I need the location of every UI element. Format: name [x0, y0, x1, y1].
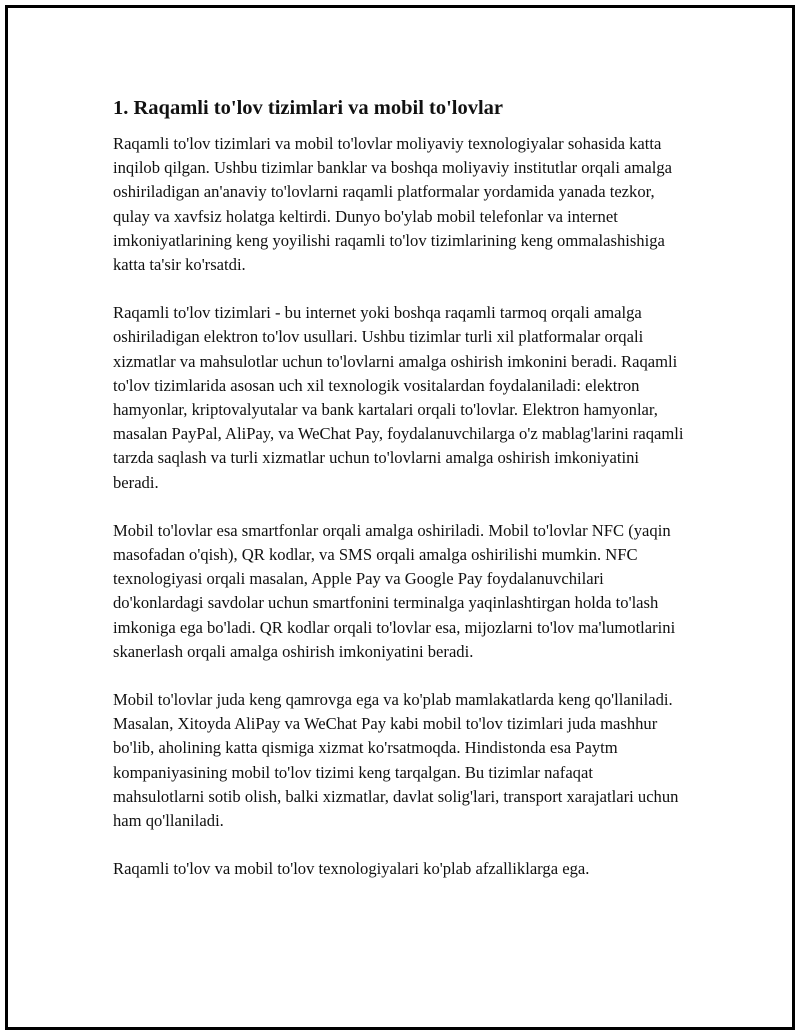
document-body: [113, 94, 688, 881]
paragraph-5: Raqamli to'lov va mobil to'lov texnologiyalari ko'plab afzalliklarga ega.: [113, 859, 590, 879]
paragraph-4: Mobil to'lovlar juda keng qamrovga ega va ko'plab mamlakatlarda keng qo'llaniladi. Masalan, Xitoyda AliPay va WeChat Pay kabi mobil to'lov tizimlari juda mashhur bo'lib, aholining katta qismiga xizmat ko'rsatmoqda. Hindistonda esa Paytm kompaniyasining mobil to'lov tizimi keng tarqalgan. Bu tizimlar nafaqat mahsulotlarni sotib olish, balki xizmatlar, davlat solig'lari, transport xarajatlari uchun ham qo'llaniladi.: [113, 690, 679, 831]
paragraph-3: Mobil to'lovlar esa smartfonlar orqali amalga oshiriladi. Mobil to'lovlar NFC (yaqin masofadan o'qish), QR kodlar, va SMS orqali amalga oshirilishi mumkin. NFC texnologiyasi orqali masalan, Apple Pay va Google Pay foydalanuvchilari do'konlardagi savdolar uchun smartfonini terminalga yaqinlashtirgan holda to'lash imkoniga ega bo'ladi. QR kodlar orqali to'lovlar esa, mijozlarni to'lov ma'lumotlarini skanerlash orqali amalga oshirish imkoniyatini beradi.: [113, 520, 676, 661]
section-heading: 1. Raqamli to'lov tizimlari va mobil to'lovlar: [113, 97, 504, 119]
paragraph-2: Raqamli to'lov tizimlari - bu internet yoki boshqa raqamli tarmoq orqali amalga oshiriladigan elektron to'lov usullari. Ushbu tizimlar turli xil platformalar orqali xizmatlar va mahsulotlar uchun to'lovlarni amalga oshirish imkonini beradi. Raqamli to'lov tizimlarida asosan uch xil texnologik vositalardan foydalaniladi: elektron hamyonlar, kriptovalyutalar va bank kartalari orqali to'lovlar. Elektron hamyonlar, masalan PayPal, AliPay, va WeChat Pay, foydalanuvchilarga o'z mablag'larini raqamli tarzda saqlash va turli xizmatlar uchun to'lovlarni amalga oshirish imkoniyatini beradi.: [113, 303, 684, 492]
paragraph-1: Raqamli to'lov tizimlari va mobil to'lovlar moliyaviy texnologiyalar sohasida katta inqilob qilgan. Ushbu tizimlar banklar va boshqa moliyaviy institutlar orqali amalga oshiriladigan an'anaviy to'lovlarni raqamli platformalar yordamida yanada tezkor, qulay va xavfsiz holatga keltirdi. Dunyo bo'ylab mobil telefonlar va internet imkoniyatlarining keng yoyilishi raqamli to'lov tizimlarining keng ommalashishiga katta ta'sir ko'rsatdi.: [113, 134, 673, 275]
